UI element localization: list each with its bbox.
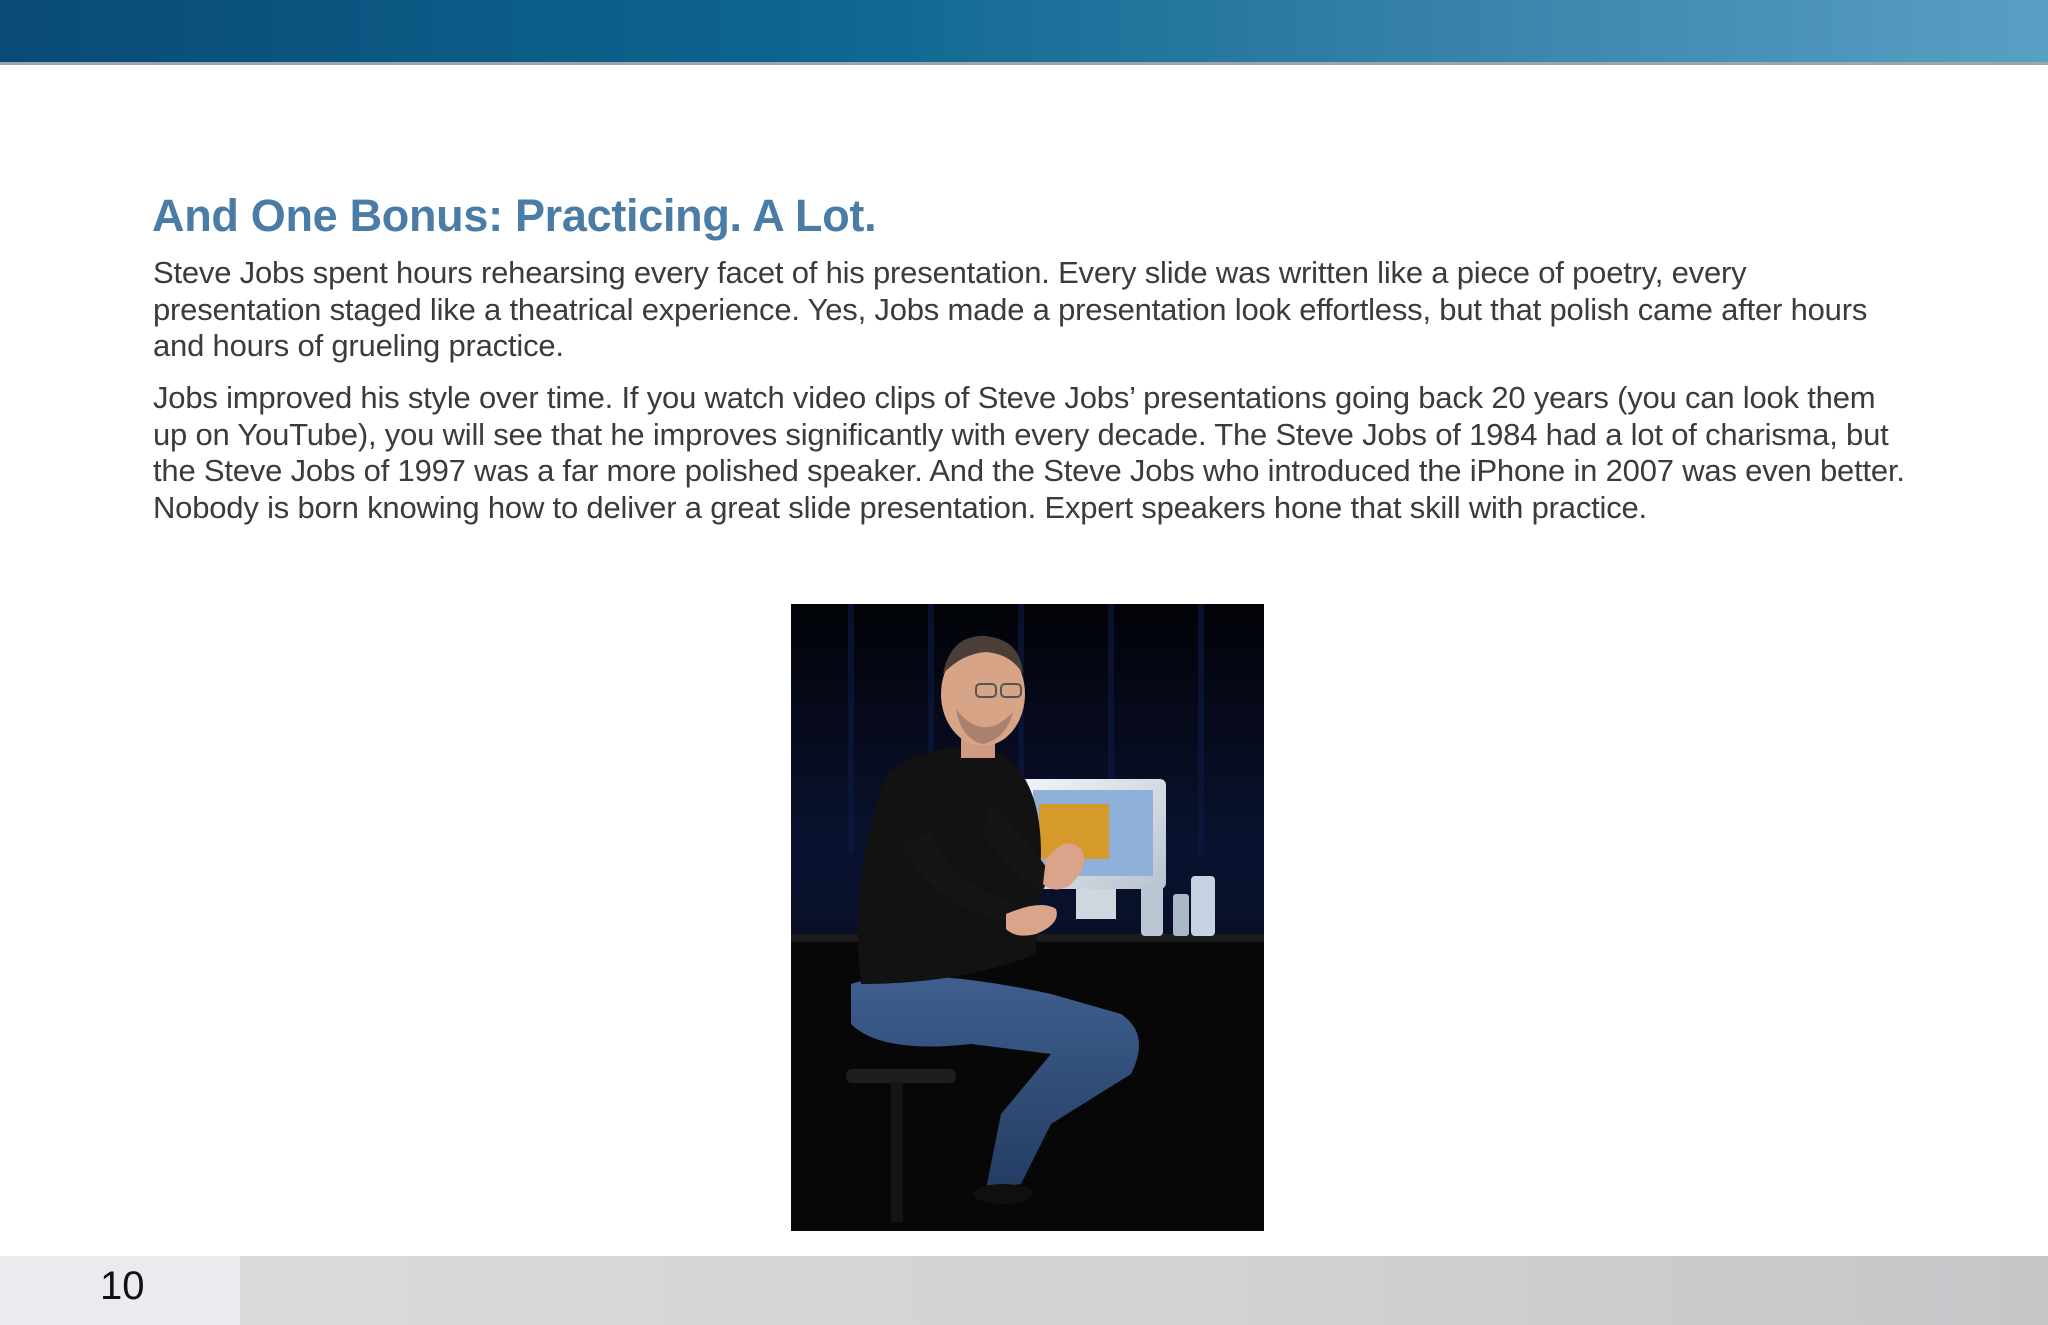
speaker-photo	[791, 604, 1264, 1231]
speaker-photo-illustration	[791, 604, 1264, 1231]
paragraph-2: Jobs improved his style over time. If you watch video clips of Steve Jobs’ presentations going back 20 years (you can look them up on YouTube), you will see that he improves significantly with every decade. The Steve Jobs of 1984 had a lot of charisma, but the Steve Jobs of 1997 was a far more polished speaker. And the Steve Jobs who introduced the iPhone in 2007 was even better. Nobody is born knowing how to deliver a great slide presentation. Expert speakers hone that skill with practice.	[153, 380, 1905, 525]
section-heading: And One Bonus: Practicing. A Lot.	[152, 190, 877, 241]
top-banner	[0, 0, 2048, 62]
page-number: 10	[100, 1264, 145, 1308]
footer-bar	[0, 1256, 2048, 1325]
paragraph-1: Steve Jobs spent hours rehearsing every facet of his presentation. Every slide was written like a piece of poetry, every presentation staged like a theatrical experience. Yes, Jobs made a presentation look effortless, but that polish came after hours and hours of grueling practice.	[153, 255, 1868, 364]
top-divider	[0, 62, 2048, 65]
